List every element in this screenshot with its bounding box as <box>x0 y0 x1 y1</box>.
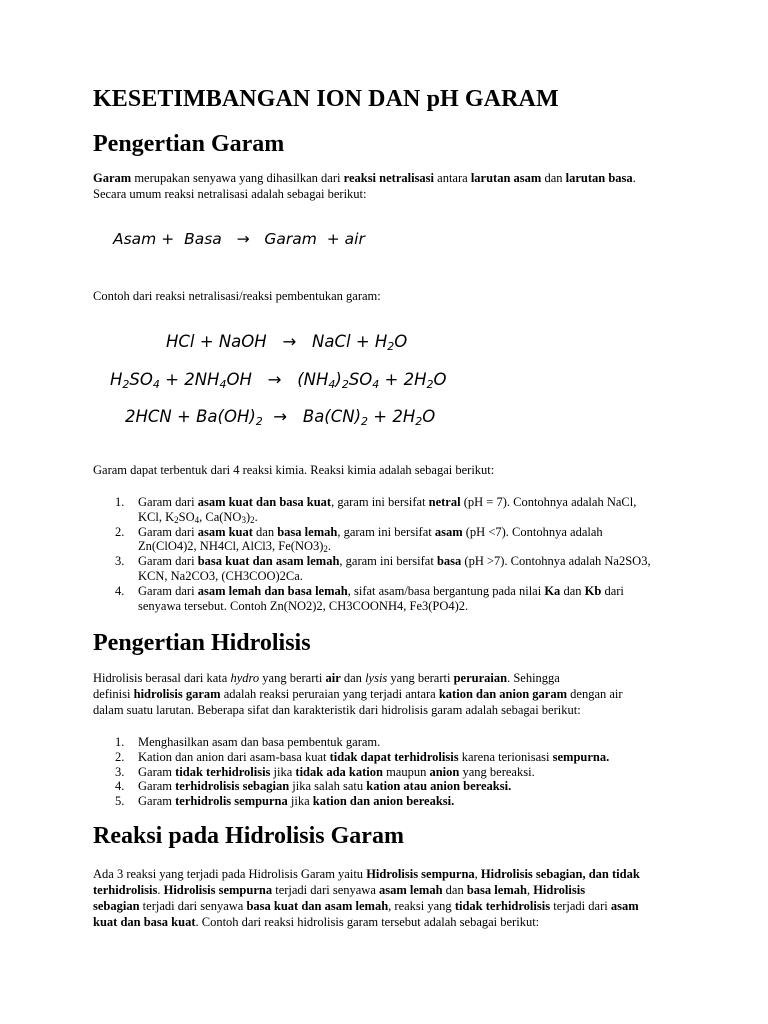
list-intro: Garam dapat terbentuk dari 4 reaksi kimia. Reaksi kimia adalah sebagai berikut: <box>93 463 495 477</box>
salt-formation-list <box>93 495 713 613</box>
hidrolisis-paragraph: Hidrolisis berasal dari kata hydro yang berarti air dan lysis yang berarti peruraian. Sehingga definisi hidrolisis garam adalah reaksi peruraian yang terjadi antara kation dan anion garam dengan air dalam suatu larutan. Beberapa sifat dan karakteristik dari hidrolisis garam adalah sebagai berikut: <box>93 671 623 717</box>
section-heading-pengertian-garam: Pengertian Garam <box>93 131 285 157</box>
list-item: 3. Garam tidak terhidrolisis jika tidak ada kation maupun anion yang bereaksi. <box>115 764 535 779</box>
hidrolisis-characteristics-list <box>93 735 713 809</box>
general-equation: Asam + Basa → Garam + air <box>113 230 365 248</box>
section-heading-pengertian-hidrolisis: Pengertian Hidrolisis <box>93 630 311 656</box>
example-intro: Contoh dari reaksi netralisasi/reaksi pembentukan garam: <box>93 289 381 303</box>
list-item: 2. Kation dan anion dari asam-basa kuat tidak dapat terhidrolisis karena terionisasi sempurna. <box>115 749 610 764</box>
section-heading-reaksi-hidrolisis: Reaksi pada Hidrolisis Garam <box>93 823 404 849</box>
list-item: 2. Garam dari asam kuat dan basa lemah, garam ini bersifat asam (pH <7). Contohnya adalah Zn(ClO4)2, NH4Cl, AlCl3, $Fe(NO3)_2$. <box>115 524 603 555</box>
intro-paragraph: Garam merupakan senyawa yang dihasilkan dari reaksi netralisasi antara larutan asam dan larutan basa. Secara umum reaksi netralisasi adalah sebagai berikut: <box>93 171 636 201</box>
page-title: KESETIMBANGAN ION DAN pH GARAM <box>93 86 559 112</box>
equation-hcl-naoh: HCl + NaOH → NaCl + $H_2O$ <box>166 332 408 353</box>
list-item: 4. Garam terhidrolisis sebagian jika salah satu kation atau anion bereaksi. <box>115 779 512 794</box>
list-item: 1. Menghasilkan asam dan basa pembentuk garam. <box>115 735 381 749</box>
list-item: 1. Garam dari asam kuat dan basa kuat, garam ini bersifat netral (pH = 7). Contohnya adalah NaCl, KCl, $K_2SO_4$, $Ca(NO_3)_2$. <box>115 495 637 525</box>
list-item: 4. Garam dari asam lemah dan basa lemah, sifat asam/basa bergantung pada nilai Ka dan Kb dari senyawa tersebut. Contoh Zn(NO2)2, CH3COONH4, Fe3(PO4)2. <box>115 583 624 613</box>
equation-hcn-baoh2: $2HCN + Ba(OH)_2$ → $Ba(CN)_2 + 2H_2O$ <box>125 407 436 428</box>
equation-h2so4-nh4oh: $H_2SO_4 + 2NH_4OH$ → $(NH_4)_2SO_4 + 2H_2O$ <box>110 370 447 391</box>
list-item: 5. Garam terhidrolis sempurna jika kation dan anion bereaksi. <box>115 794 455 809</box>
reaksi-paragraph: Ada 3 reaksi yang terjadi pada Hidrolisis Garam yaitu Hidrolisis sempurna, Hidrolisis sebagian, dan tidak terhidrolisis. Hidrolisis sempurna terjadi dari senyawa asam lemah dan basa lemah, Hidrolisis sebagian terjadi dari senyawa basa kuat dan asam lemah, reaksi yang tidak terhidrolisis terjadi dari asam kuat dan basa kuat. Contoh dari reaksi hidrolisis garam tersebut adalah sebagai berikut: <box>93 867 640 929</box>
list-item: 3. Garam dari basa kuat dan asam lemah, garam ini bersifat basa (pH >7). Contohnya adalah Na2SO3, KCN, Na2CO3, (CH3COO)2Ca. <box>115 554 651 583</box>
